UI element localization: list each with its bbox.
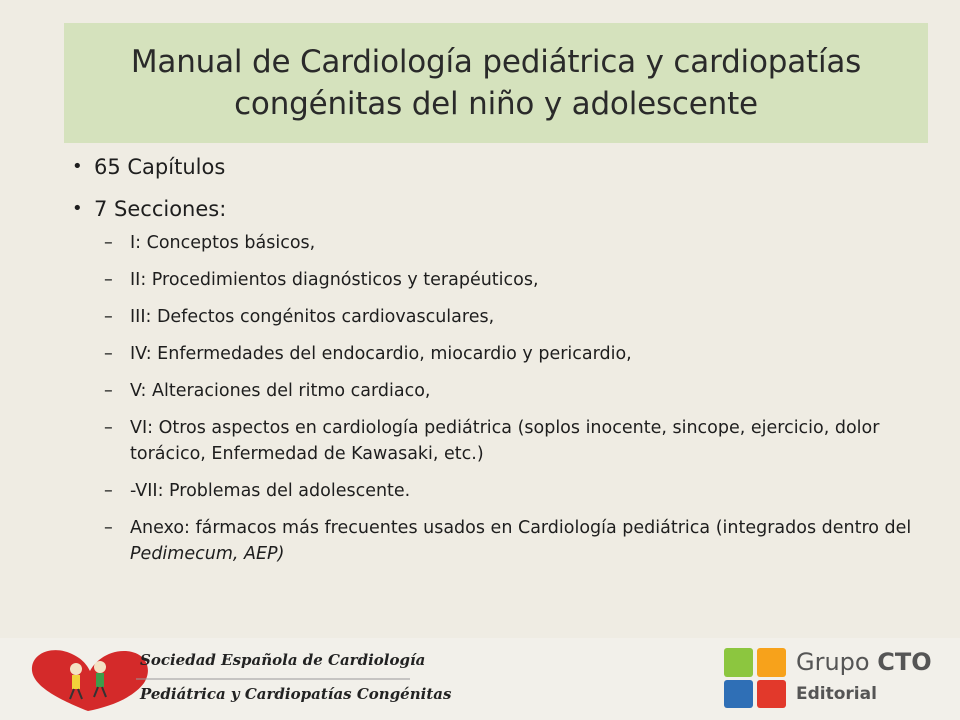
section-text: -VII: Problemas del adolescente. [130,481,411,501]
slide-content [72,152,912,579]
section-item [104,515,912,567]
dash-icon: – [104,481,113,501]
dash-icon: – [104,518,113,538]
bullet-text: 7 Secciones: [94,197,227,221]
section-item [104,341,912,367]
dash-icon: – [104,344,113,364]
cto-brand-strong: CTO [877,648,932,676]
bullet-icon: • [72,156,83,177]
slide-title: Manual de Cardiología pediátrica y cardiopatías congénitas del niño y adolescente [130,44,862,122]
dash-icon: – [104,381,113,401]
bullet-list [72,152,912,567]
section-item [104,415,912,467]
dash-icon: – [104,307,113,327]
section-text: VI: Otros aspectos en cardiología pediátrica (soplos inocente, sincope, ejercicio, dolor torácico, Enfermedad de Kawasaki, etc.) [130,418,880,464]
cto-logo [724,646,944,712]
bullet-text: 65 Capítulos [94,155,226,179]
section-item [104,378,912,404]
section-item [104,230,912,256]
section-italic-text: Pedimecum, AEP) [130,544,285,564]
section-text: II: Procedimientos diagnósticos y terapéuticos, [130,270,539,290]
cto-sub: Editorial [796,684,877,704]
bullet-item-chapters [72,152,912,182]
title-banner [64,23,928,143]
bullet-icon: • [72,198,83,219]
section-text: Anexo: fármacos más frecuentes usados en Cardiología pediátrica (integrados dentro del [130,518,912,538]
sec-logo-line2: Pediátrica y Cardiopatías Congénitas [140,685,452,703]
section-list [104,230,912,567]
section-item [104,304,912,330]
section-item [104,478,912,504]
cto-squares-icon [724,646,786,708]
dash-icon: – [104,418,113,438]
sec-logo [28,645,452,715]
dash-icon: – [104,233,113,253]
sec-logo-line1: Sociedad Española de Cardiología [140,651,426,669]
section-text: III: Defectos congénitos cardiovasculares, [130,307,495,327]
cto-brand: Grupo CTO [796,648,932,676]
section-item [104,267,912,293]
bullet-item-sections [72,194,912,567]
section-text: V: Alteraciones del ritmo cardiaco, [130,381,431,401]
dash-icon: – [104,270,113,290]
section-text: I: Conceptos básicos, [130,233,316,253]
section-text: IV: Enfermedades del endocardio, miocardio y pericardio, [130,344,632,364]
